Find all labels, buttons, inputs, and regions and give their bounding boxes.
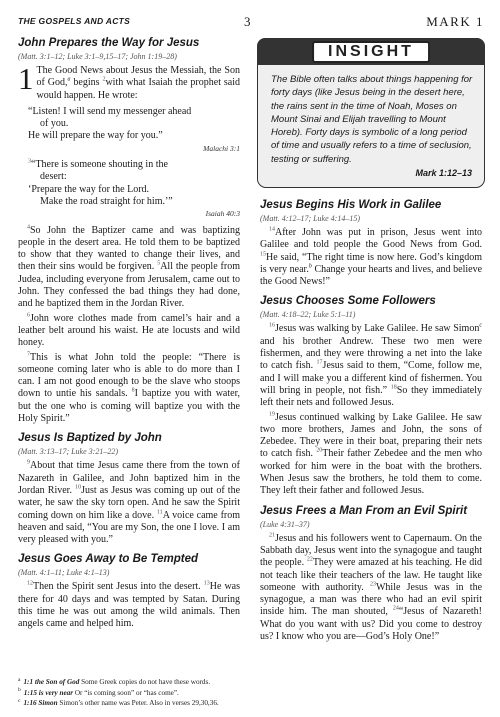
footnote-ref: 1:15 is very near [23, 688, 74, 697]
verse-number: 3 [28, 158, 31, 165]
footnote-text: Or “is coming soon” or “has come”. [73, 688, 179, 697]
verse-text: Just as Jesus was coming up out of the water, he saw the sky torn open. And he saw the Spirit coming down on him like a dove. [18, 484, 241, 521]
verse-text: and his brother Andrew. These two men were fishermen, and they were throwing a net into the lake to catch fish. [260, 335, 482, 372]
section-heading: Jesus Chooses Some Followers [260, 295, 436, 308]
footnote-letter: a [18, 676, 21, 683]
cross-reference: (Matt. 4:18–22; Luke 5:1–11) [260, 310, 356, 320]
verse-number: 12 [27, 581, 33, 588]
verse-text: Change your hearts and lives, and believe the Good News!” [260, 263, 483, 288]
verse-number: 2 [102, 76, 106, 83]
verse-text: While Jesus was in the synagogue, a man was there who had an evil spirit inside him. The man shouted, [260, 581, 483, 618]
chapter-dropcap: 1 [18, 61, 34, 96]
page-header [18, 16, 484, 30]
page-number: 3 [244, 14, 251, 29]
insight-banner [257, 38, 485, 65]
verse-text: Their father Zebedee and the men who worked for him were in the boat with the brothers. When Jesus saw the brothers, he told them to come. They left their father and followed Jesus. [260, 448, 483, 497]
verse-text: He was there for 40 days and was tempted by Satan. During this time he was out among the wild animals. Then angels came and helped him. [18, 581, 240, 630]
verse-number: 18 [390, 384, 397, 391]
paragraph [18, 581, 240, 630]
verse-text: I baptize you with water, but the one who is coming will baptize you with the Holy Spirit.” [18, 388, 241, 425]
paragraph [260, 412, 482, 498]
verse-text: This is what John told the people: “There is someone coming later who is able to do more than I can. I am not good enough to be the slave who stoops down to untie his sandals. [18, 351, 240, 400]
verse-text: They were amazed at his teaching. He did not teach like their teachers of the law. He taught like someone with authority. [260, 557, 483, 593]
chapter-label: MARK 1 [426, 14, 484, 29]
verse-number: 16 [269, 323, 275, 330]
cross-reference: (Luke 4:31–37) [260, 519, 310, 529]
section-heading: Jesus Is Baptized by John [18, 432, 162, 445]
verse-number: 8 [131, 388, 135, 395]
insight-text: The Bible often talks about things happening for forty days (like Jesus being in the desert here, the rains sent in the time of Noah, Moses on Mount Sinai and Elijah travelling to Mount Horeb). Forty days is symbolic of a long period of time and usually refers to a time of seclusion, testing or suffering. [271, 74, 473, 165]
verse-text: About that time Jesus came there from the town of Nazareth in Galilee, and John baptized him in the Jordan River. [18, 460, 240, 496]
verse-text: Jesus and his followers went to Capernaum. On the Sabbath day, Jesus went into the synagogue and taught the people. [260, 532, 482, 569]
verse-number: 22 [306, 556, 313, 563]
verse-number: 15 [260, 251, 266, 258]
verse-number: 24 [392, 606, 399, 613]
verse-number: 19 [269, 411, 275, 418]
verse-number: 17 [316, 360, 323, 367]
cross-reference: (Matt. 3:1–12; Luke 3:1–9,15–17; John 1:19–28) [18, 52, 177, 61]
paragraph [18, 352, 240, 426]
paragraph [18, 225, 240, 311]
insight-title: INSIGHT [312, 41, 430, 63]
quote-line: Make the road straight for him.’” [40, 195, 173, 207]
paragraph [18, 61, 241, 102]
quote-text: “There is someone shouting in the [31, 159, 168, 171]
verse-text: Jesus said to them, “Come, follow me, and I will make you a different kind of fishermen. You will bring in people, not fish.” [260, 360, 483, 396]
insight-reference: Mark 1:12–13 [415, 167, 472, 178]
quote-line: He will prepare the way for you.” [28, 130, 163, 142]
quote-source: Isaiah 40:3 [205, 209, 240, 219]
verse-number: 10 [75, 484, 82, 491]
quote-line: ‘Prepare the way for the Lord. [28, 183, 150, 195]
verse-text: All the people from Judea, including everyone from Jerusalem, came out to John. They confessed the bad things they had done, and he baptized them in the Jordan River. [18, 261, 240, 310]
verse-text: So John the Baptizer came and was baptizing people in the desert area. He told them to be baptized to show that they wanted to change their lives, and then their sins would be forgiven. [18, 224, 240, 273]
verse-number: 9 [27, 459, 30, 466]
book-title: THE GOSPELS AND ACTS [18, 16, 131, 26]
verse-number: 14 [269, 226, 275, 233]
cross-reference: (Matt. 4:12–17; Luke 4:14–15) [260, 214, 360, 223]
footnote-marker[interactable]: a [67, 76, 71, 83]
verse-text: Jesus was walking by Lake Galilee. He saw Simon [275, 323, 480, 335]
scripture-quote [28, 159, 240, 220]
verse-number: 21 [269, 532, 275, 539]
footnote-ref: 1:16 Simon [23, 699, 58, 707]
verse-number: 11 [156, 509, 163, 516]
section-heading: Jesus Begins His Work in Galilee [260, 199, 442, 211]
verse-text: The Good News about Jesus the Messiah, the Son of God, [36, 65, 240, 89]
section-heading: Jesus Goes Away to Be Tempted [18, 553, 199, 566]
verse-text: John wore clothes made from camel’s hair and a leather belt around his waist. He ate locusts and wild honey. [18, 312, 240, 349]
verse-text: Jesus continued walking by Lake Galilee. He saw two more brothers, James and John, the sons of Zebedee. They were in their boat, preparing their nets to catch fish. [260, 411, 482, 460]
paragraph [260, 323, 482, 409]
right-column [260, 36, 482, 645]
verse-number: 20 [316, 448, 323, 455]
footnote-letter: c [18, 697, 21, 704]
cross-reference: (Matt. 3:13–17; Luke 3:21–22) [18, 447, 118, 457]
verse-number: 6 [27, 312, 30, 319]
footnote-marker[interactable]: b [308, 263, 312, 270]
quote-source: Malachi 3:1 [203, 143, 240, 153]
paragraph [260, 227, 482, 288]
verse-text: Then the Spirit sent Jesus into the desert. [33, 581, 201, 593]
paragraph [260, 533, 482, 644]
scripture-quote [28, 106, 240, 155]
footnote [18, 677, 484, 688]
quote-line: desert: [40, 171, 67, 183]
footnotes [18, 677, 484, 709]
footnote [18, 698, 484, 709]
footnote-ref: 1:1 the Son of God [23, 678, 80, 686]
paragraph [18, 313, 240, 350]
verse-text: A voice came from heaven and said, “You are my Son, the one I love. I am very pleased with you.” [18, 509, 241, 546]
verse-text: So they immediately left their nets and followed Jesus. [260, 384, 483, 409]
verse-text: with what Isaiah the prophet said would happen. He wrote: [36, 77, 241, 101]
footnote-marker[interactable]: c [479, 323, 482, 330]
verse-number: 13 [203, 581, 210, 588]
insight-box [257, 38, 485, 188]
quote-line: “Listen! I will send my messenger ahead [28, 105, 192, 117]
quote-line: of you. [40, 118, 69, 130]
quote-line [28, 159, 240, 171]
verse-number: 7 [27, 351, 30, 358]
footnote-letter: b [18, 687, 21, 694]
verse-text: After John was put in prison, Jesus went into Galilee and told people the Good News from God. [260, 227, 482, 251]
paragraph [18, 460, 240, 546]
section-heading: John Prepares the Way for Jesus [18, 37, 200, 49]
section-heading: Jesus Frees a Man From an Evil Spirit [260, 504, 468, 517]
footnote-text: Simon’s other name was Peter. Also in verses 29,30,36. [57, 699, 219, 707]
left-column [18, 36, 240, 633]
verse-text: “Jesus of Nazareth! What do you want with us? Did you come to destroy us? I know who you are—God’s Holy One!” [260, 606, 482, 643]
verse-text: begins [70, 77, 103, 89]
footnote-text: Some Greek copies do not have these words. [79, 678, 211, 686]
verse-number: 5 [157, 261, 161, 268]
footnote [18, 688, 484, 699]
cross-reference: (Matt. 4:1–11; Luke 4:1–13) [18, 568, 110, 578]
verse-text: He said, “The right time is now here. God’s kingdom is very near. [260, 251, 482, 275]
verse-number: 4 [27, 224, 30, 231]
verse-number: 23 [369, 581, 376, 588]
